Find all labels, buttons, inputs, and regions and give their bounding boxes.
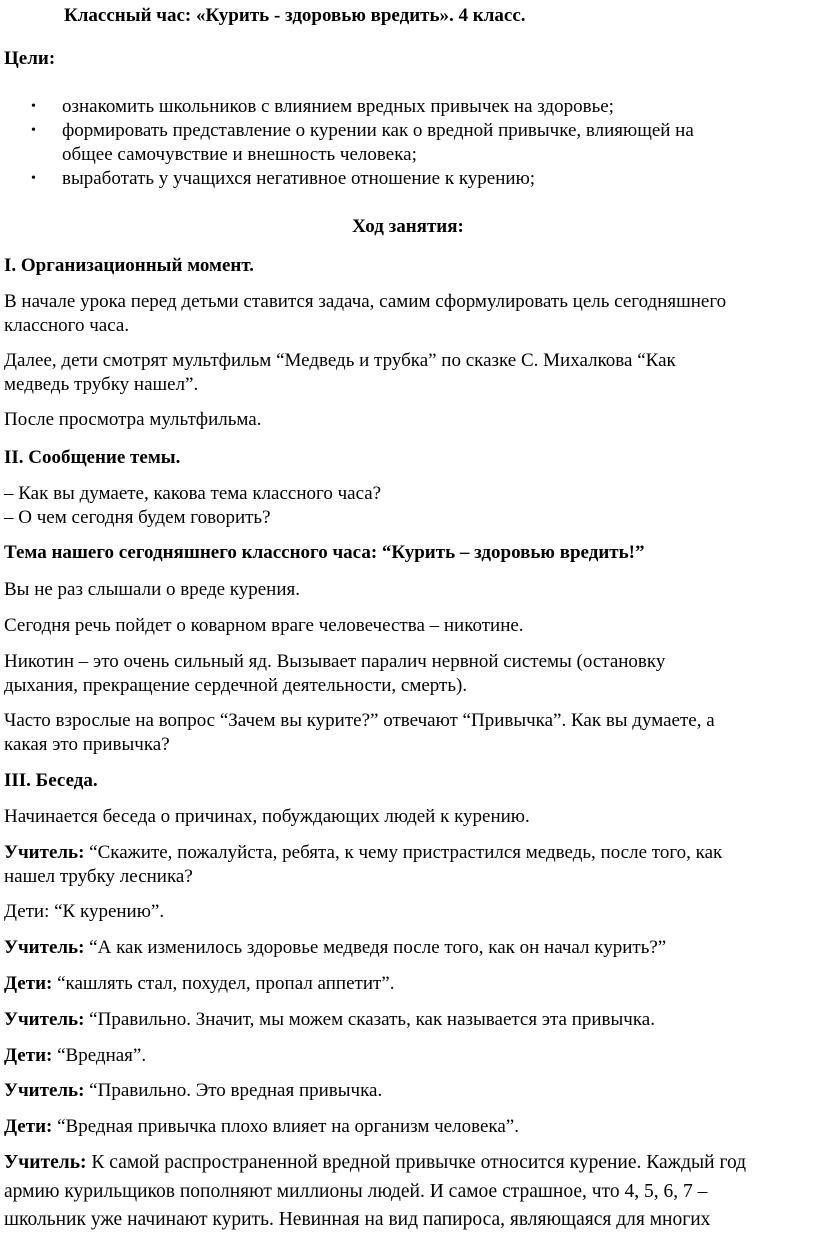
dialogue-line	[4, 1115, 519, 1139]
dialogue-line: армию курильщиков пополняют миллионы людей. И самое страшное, что 4, 5, 6, 7 –	[4, 1181, 708, 1202]
dialogue-line: нашел трубку лесника?	[4, 866, 193, 887]
paragraph: В начале урока перед детьми ставится задача, самим сформулировать цель сегодняшнего	[4, 291, 727, 312]
paragraph: классного часа.	[4, 315, 130, 336]
dialogue-line	[4, 936, 666, 960]
section-heading: III. Беседа.	[4, 770, 98, 791]
question-line: – О чем сегодня будем говорить?	[4, 507, 271, 528]
paragraph: После просмотра мультфильма.	[4, 409, 262, 430]
dialogue-line	[4, 1008, 655, 1032]
speaker-children: Дети:	[4, 1116, 53, 1137]
goal-item-continuation: общее самочувствие и внешность человека;	[62, 144, 417, 165]
paragraph: Далее, дети смотрят мультфильм “Медведь и трубка” по сказке С. Михалкова “Как	[4, 350, 676, 371]
dialogue-line: школьник уже начинают курить. Невинная на вид папироса, являющаяся для многих	[4, 1209, 711, 1230]
dialogue-text: “кашлять стал, похудел, пропал аппетит”.	[52, 973, 395, 994]
dialogue-line	[4, 1148, 746, 1177]
bullet-marker: •	[31, 99, 36, 114]
speaker-teacher: Учитель:	[4, 937, 85, 958]
question-line: – Как вы думаете, какова тема классного часа?	[4, 483, 382, 504]
speaker-teacher: Учитель:	[4, 1152, 87, 1173]
dialogue-text: “Вредная”.	[52, 1045, 147, 1066]
course-heading: Ход занятия:	[352, 216, 464, 237]
goal-item: ознакомить школьников с влиянием вредных привычек на здоровье;	[62, 96, 614, 117]
goal-item: выработать у учащихся негативное отношение к курению;	[62, 168, 536, 189]
dialogue-line	[4, 1079, 382, 1103]
speaker-children: Дети:	[4, 973, 53, 994]
bullet-marker: •	[31, 123, 36, 138]
goal-item: формировать представление о курении как о вредной привычке, влияющей на	[62, 120, 694, 141]
paragraph: медведь трубку нашел”.	[4, 374, 199, 395]
dialogue-text: “Правильно. Это вредная привычка.	[84, 1080, 383, 1101]
section-heading: I. Организационный момент.	[4, 255, 255, 276]
section-heading: II. Сообщение темы.	[4, 447, 181, 468]
speaker-children: Дети:	[4, 1045, 53, 1066]
speaker-teacher: Учитель:	[4, 1080, 85, 1101]
paragraph: Начинается беседа о причинах, побуждающих людей к курению.	[4, 806, 530, 827]
theme-statement: Тема нашего сегодняшнего классного часа: “Курить – здоровью вредить!”	[4, 542, 645, 563]
paragraph: Сегодня речь пойдет о коварном враге человечества – никотине.	[4, 615, 524, 636]
dialogue-text: “А как изменилось здоровье медведя после того, как он начал курить?”	[84, 937, 667, 958]
goals-heading: Цели:	[4, 48, 56, 69]
speaker-teacher: Учитель:	[4, 1009, 85, 1030]
paragraph: Никотин – это очень сильный яд. Вызывает паралич нервной системы (остановку	[4, 651, 666, 672]
paragraph: какая это привычка?	[4, 734, 170, 755]
document-title: Классный час: «Курить - здоровью вредить». 4 класс.	[64, 5, 526, 26]
speaker-teacher: Учитель:	[4, 842, 85, 863]
bullet-marker: •	[31, 171, 36, 186]
paragraph: Вы не раз слышали о вреде курения.	[4, 579, 301, 600]
paragraph: дыхания, прекращение сердечной деятельности, смерть).	[4, 675, 468, 696]
dialogue-line	[4, 1044, 146, 1068]
dialogue-text: “Правильно. Значит, мы можем сказать, как называется эта привычка.	[84, 1009, 655, 1030]
dialogue-line	[4, 841, 722, 865]
dialogue-text: “Скажите, пожалуйста, ребята, к чему пристрастился медведь, после того, как	[84, 842, 723, 863]
paragraph: Часто взрослые на вопрос “Зачем вы курите?” отвечают “Привычка”. Как вы думаете, а	[4, 710, 715, 731]
dialogue-text: К самой распространенной вредной привычке относится курение. Каждый год	[86, 1152, 747, 1173]
dialogue-line: Дети: “К курению”.	[4, 901, 165, 922]
dialogue-text: “Вредная привычка плохо влияет на организм человека”.	[52, 1116, 519, 1137]
dialogue-line	[4, 972, 394, 996]
